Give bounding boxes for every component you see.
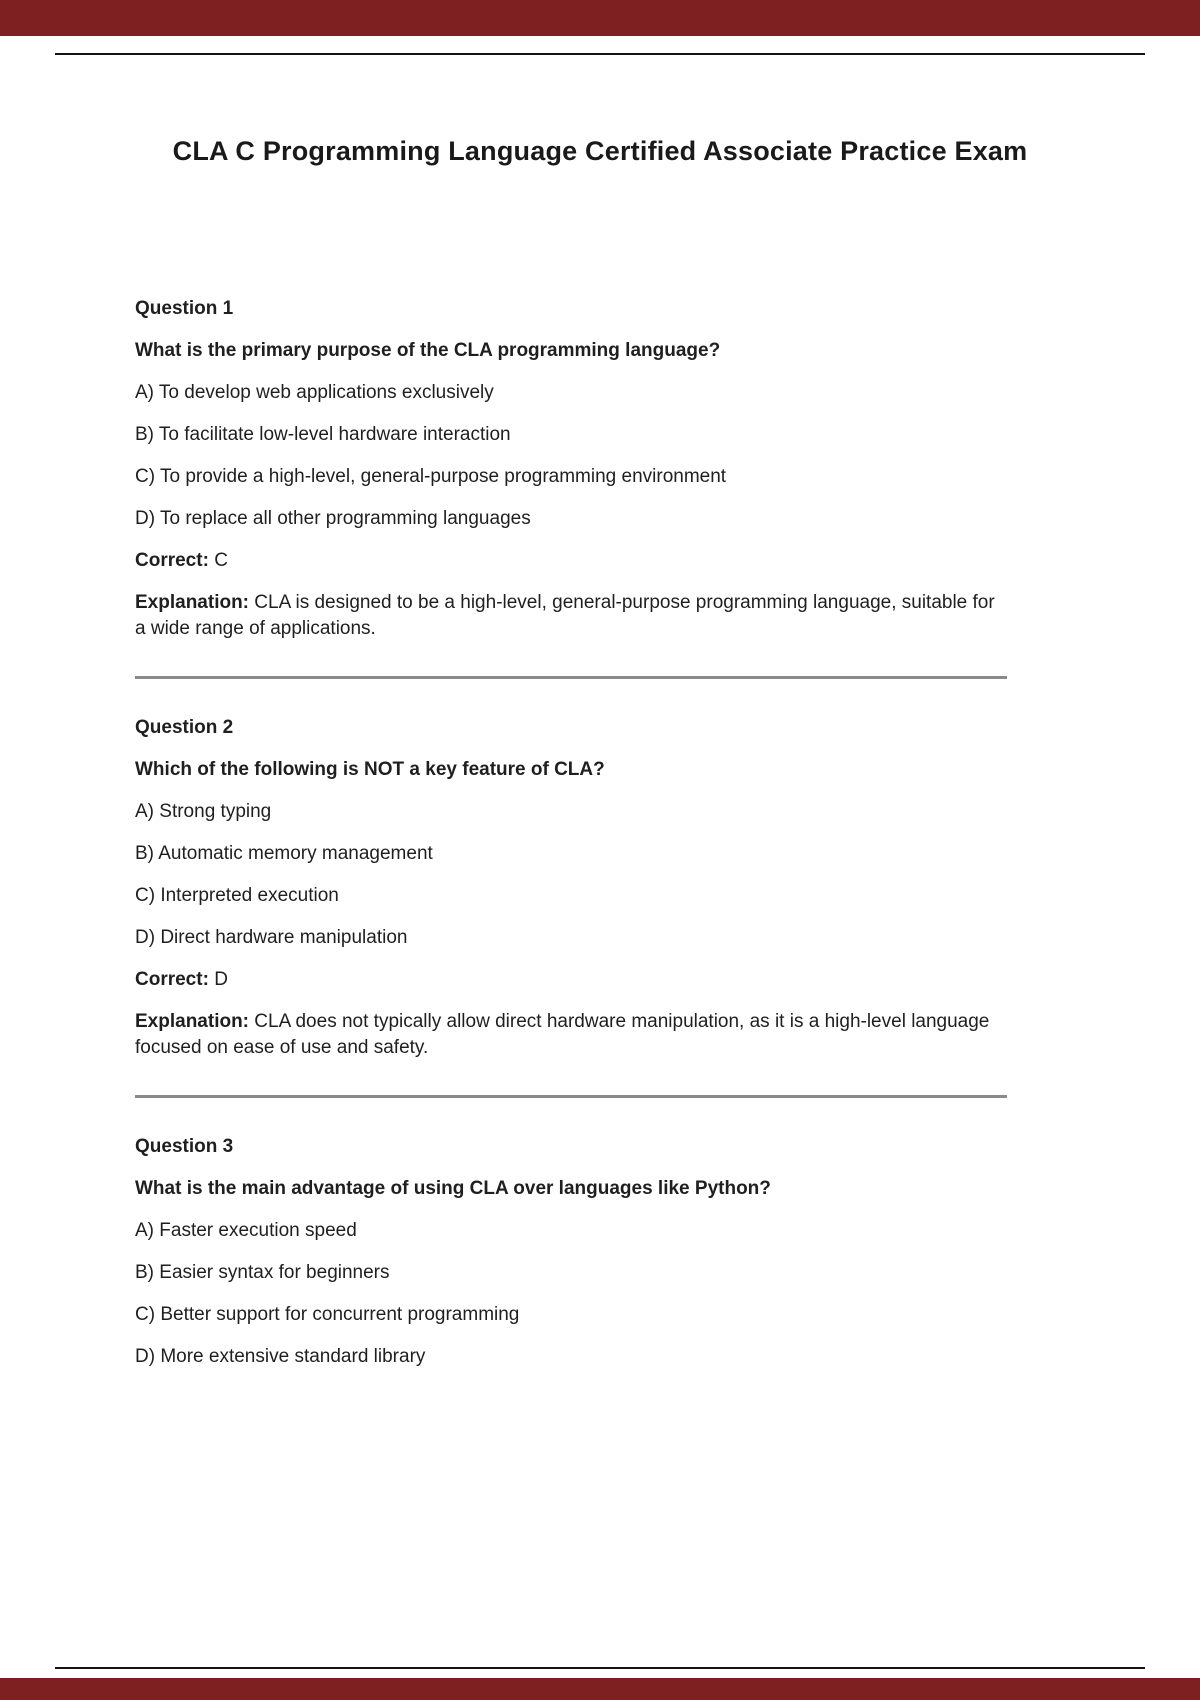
explanation (135, 590, 1007, 642)
correct-answer (135, 967, 1007, 993)
answer-option: A) Faster execution speed (135, 1220, 357, 1241)
section-divider (135, 676, 1007, 679)
question-heading: Question 1 (135, 298, 234, 319)
answer-option: B) Easier syntax for beginners (135, 1262, 390, 1283)
explanation-text: CLA is designed to be a high-level, general-purpose programming language, suitable for a wide range of applications. (135, 592, 995, 639)
answer-option: C) Better support for concurrent programming (135, 1304, 520, 1325)
correct-label: Correct: (135, 550, 209, 571)
answer-option: A) Strong typing (135, 801, 272, 822)
answer-option: D) More extensive standard library (135, 1346, 426, 1367)
answer-option: D) Direct hardware manipulation (135, 927, 408, 948)
question-block-2 (135, 715, 1007, 1061)
explanation (135, 1009, 1007, 1061)
correct-answer (135, 548, 1007, 574)
question-text: Which of the following is NOT a key feature of CLA? (135, 759, 605, 780)
answer-option: B) To facilitate low-level hardware interaction (135, 424, 511, 445)
question-heading: Question 3 (135, 1136, 234, 1157)
top-horizontal-rule (55, 53, 1145, 55)
explanation-label: Explanation: (135, 592, 250, 613)
question-block-1 (135, 296, 1007, 642)
correct-label: Correct: (135, 969, 209, 990)
answer-option: C) To provide a high-level, general-purpose programming environment (135, 466, 727, 487)
document-title: CLA C Programming Language Certified Associate Practice Exam (172, 136, 1028, 166)
bottom-horizontal-rule (55, 1667, 1145, 1669)
question-text: What is the primary purpose of the CLA programming language? (135, 340, 721, 361)
exam-content (135, 296, 1007, 1386)
question-heading: Question 2 (135, 717, 234, 738)
question-text: What is the main advantage of using CLA over languages like Python? (135, 1178, 771, 1199)
explanation-label: Explanation: (135, 1011, 250, 1032)
answer-option: C) Interpreted execution (135, 885, 339, 906)
answer-option: A) To develop web applications exclusively (135, 382, 494, 403)
bottom-maroon-bar (0, 1678, 1200, 1700)
correct-value: D (214, 969, 228, 990)
answer-option: D) To replace all other programming languages (135, 508, 531, 529)
section-divider (135, 1095, 1007, 1098)
answer-option: B) Automatic memory management (135, 843, 433, 864)
correct-value: C (214, 550, 228, 571)
explanation-text: CLA does not typically allow direct hardware manipulation, as it is a high-level language focused on ease of use and safety. (135, 1011, 990, 1058)
top-maroon-bar (0, 0, 1200, 36)
question-block-3 (135, 1134, 1007, 1370)
